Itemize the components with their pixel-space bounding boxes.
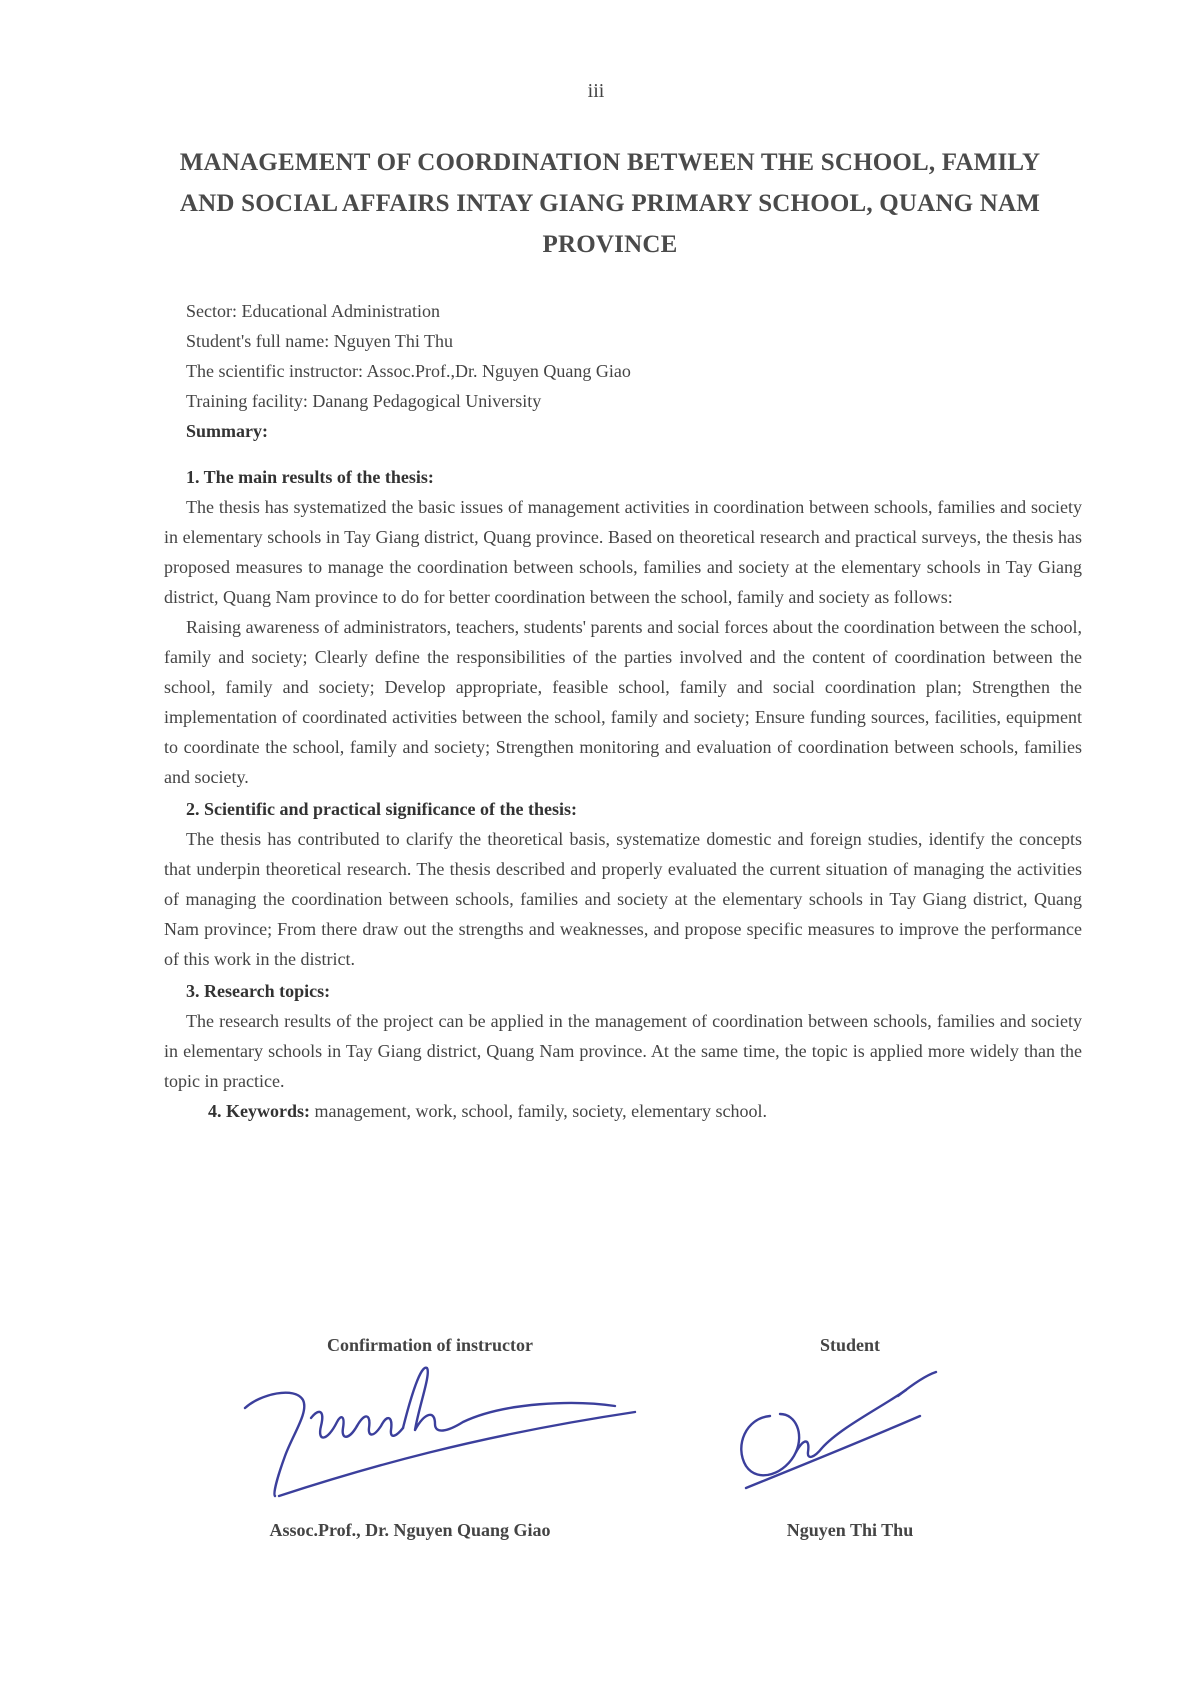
page-number: iii: [587, 80, 605, 102]
instructor-signature-image: [215, 1356, 645, 1506]
student-signature-block: [710, 1335, 990, 1506]
section-1-heading: 1. The main results of the thesis:: [186, 467, 434, 487]
keywords-line: [164, 1096, 1082, 1126]
instructor-signature-block: [215, 1335, 645, 1506]
sector-line: Sector: Educational Administration: [186, 301, 440, 321]
title-line-3: PROVINCE: [542, 231, 678, 258]
instructor-confirmation-heading: Confirmation of instructor: [327, 1335, 533, 1355]
section-2-heading: 2. Scientific and practical significance of the thesis:: [186, 799, 577, 819]
title-line-1: MANAGEMENT OF COORDINATION BETWEEN THE SCHOOL, FAMILY: [179, 149, 1041, 176]
summary-body: [164, 460, 1082, 1126]
instructor-name: Assoc.Prof., Dr. Nguyen Quang Giao: [269, 1520, 551, 1540]
section-2-paragraph: The thesis has contributed to clarify the theoretical basis, systematize domestic and foreign studies, identify the concepts that underpin theoretical research. The thesis described and properly evaluated the current situation of managing the activities of managing the coordination between schools, families and society at the elementary schools in Tay Giang district, Quang Nam province; From there draw out the strengths and weaknesses, and propose specific measures to improve the performance of this work in the district.: [164, 829, 1082, 969]
instructor-line: The scientific instructor: Assoc.Prof.,Dr. Nguyen Quang Giao: [186, 361, 631, 381]
section-3-paragraph: The research results of the project can be applied in the management of coordination between schools, families and society in elementary schools in Tay Giang district, Quang Nam province. At the same time, the topic is applied more widely than the topic in practice.: [164, 1011, 1082, 1091]
keywords-label: 4. Keywords:: [208, 1101, 310, 1121]
student-signature-image: [710, 1356, 990, 1506]
section-1-paragraph-2: Raising awareness of administrators, teachers, students' parents and social forces about the coordination between the school, family and society; Clearly define the responsibilities of the parties involved and the content of coordination between the school, family and society; Develop appropriate, feasible school, family and social coordination plan; Strengthen the implementation of coordinated activities between the school, family and society; Ensure funding sources, facilities, equipment to coordinate the school, family and society; Strengthen monitoring and evaluation of coordination between schools, families and society.: [164, 617, 1082, 787]
section-3-heading: 3. Research topics:: [186, 981, 331, 1001]
student-name: Nguyen Thi Thu: [786, 1520, 914, 1540]
thesis-metadata: [186, 296, 631, 446]
section-1-paragraph-1: The thesis has systematized the basic issues of management activities in coordination between schools, families and society in elementary schools in Tay Giang district, Quang province. Based on theoretical research and practical surveys, the thesis has proposed measures to manage the coordination between schools, families and society at the elementary schools in Tay Giang district, Quang Nam province to do for better coordination between the school, family and society as follows:: [164, 497, 1082, 607]
keywords-text: management, work, school, family, society, elementary school.: [314, 1101, 768, 1121]
training-facility-line: Training facility: Danang Pedagogical University: [186, 391, 542, 411]
title-line-2: AND SOCIAL AFFAIRS INTAY GIANG PRIMARY SCHOOL, QUANG NAM: [179, 190, 1041, 217]
summary-label: Summary:: [186, 421, 268, 441]
thesis-title: [150, 142, 1070, 265]
student-heading: Student: [819, 1335, 881, 1355]
student-name-line: Student's full name: Nguyen Thi Thu: [186, 331, 454, 351]
